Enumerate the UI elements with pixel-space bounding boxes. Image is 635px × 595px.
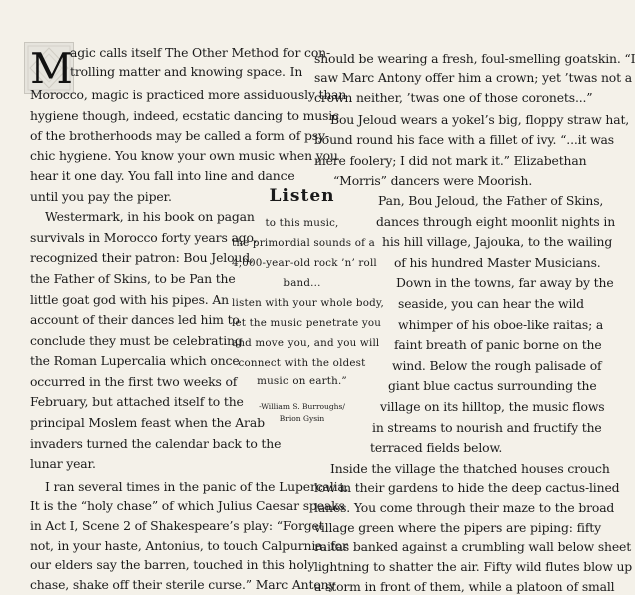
left-line: hear it one day. You fall into line and dance [30, 168, 295, 183]
pull-quote-attribution: -William S. Burroughs/ [259, 402, 345, 411]
right-line: of his hundred Master Musicians. [394, 254, 601, 270]
left-line: trolling matter and knowing space. In [70, 64, 303, 80]
right-line: village green where the pipers are piping: fifty [314, 519, 601, 535]
right-line: low in their gardens to hide the deep cactus-lined [314, 480, 620, 496]
left-line: occurred in the first two weeks of [30, 373, 238, 389]
right-line: his hill village, Jajouka, to the wailing [382, 234, 613, 250]
left-line: principal Moslem feast when the Arab [30, 415, 265, 430]
pull-quote-line: listen with your whole body, [232, 297, 385, 309]
pull-quote-line: and move you, and you will [232, 337, 380, 349]
left-line: lunar year. [30, 456, 96, 472]
left-line: our elders say the barren, touched in this holy [30, 557, 315, 573]
left-line: hygiene though, indeed, ecstatic dancing to music [30, 108, 339, 123]
right-line: crown neither, ’twas one of those coronets...” [314, 90, 593, 106]
left-line: agic calls itself The Other Method for con- [70, 44, 330, 60]
pull-quote-attribution: Brion Gysin [279, 414, 325, 423]
right-line: “Morris” dancers were Moorish. [333, 173, 533, 189]
right-line: bound round his face with a fillet of ivy. “...it was [314, 132, 614, 148]
right-line: lightning to shatter the air. Fifty wild flutes blow up [314, 559, 633, 575]
pull-quote-line: music on earth.” [257, 375, 347, 387]
right-line: village on its hilltop, the music flows [380, 398, 605, 414]
left-line: survivals in Morocco forty years ago, [30, 229, 258, 245]
left-line: recognized their patron: Bou Jeloud, [30, 250, 254, 266]
right-line: mere foolery; I did not mark it.” Elizabethan [314, 152, 587, 168]
right-line: giant blue cactus surrounding the [388, 378, 597, 394]
pull-quote-line: 4,000-year-old rock ’n’ roll [232, 257, 377, 269]
right-line: wind. Below the rough palisade of [392, 357, 602, 373]
right-line: in streams to nourish and fructify the [372, 419, 602, 435]
right-line: raitas banked against a crumbling wall below sheet [314, 539, 632, 555]
drop-cap: M [30, 44, 74, 93]
right-line: Inside the village the thatched houses crouch [330, 460, 610, 476]
left-line: It is the “holy chase” of which Julius Caesar speaks [30, 498, 345, 514]
left-line: February, but attached itself to the [30, 394, 244, 410]
right-line: dances through eight moonlit nights in [376, 213, 616, 229]
right-line: Down in the towns, far away by the [396, 275, 614, 291]
left-line: not, in your haste, Antonius, to touch Calpurnia: for [30, 537, 348, 553]
pull-quote-line: let the music penetrate you [232, 317, 382, 329]
right-line: seaside, you can hear the wild [398, 296, 584, 311]
right-line: faint breath of panic borne on the [394, 337, 602, 353]
pull-quote-line: band... [283, 277, 321, 289]
left-line: invaders turned the calendar back to the [30, 435, 282, 451]
right-line: lanes. You come through their maze to the broad [314, 500, 615, 515]
left-line: of the brotherhoods may be called a form of psy- [30, 127, 329, 143]
left-line: Morocco, magic is practiced more assiduously than [30, 87, 347, 103]
pull-quote-line: the primordial sounds of a [232, 237, 375, 249]
left-line: chic hygiene. You know your own music when you [30, 148, 338, 164]
left-line: account of their dances led him to [30, 312, 240, 328]
left-line: the Father of Skins, to be Pan the [30, 270, 236, 286]
pull-quote-line: to this music, [265, 217, 339, 229]
pull-quote-line: connect with the oldest [238, 357, 366, 369]
right-line: terraced fields below. [370, 440, 503, 456]
left-line: I ran several times in the panic of the Lupercalia. [45, 478, 349, 494]
left-line: in Act I, Scene 2 of Shakespeare’s play: “Forget [30, 517, 324, 533]
left-line: until you pay the piper. [30, 188, 172, 204]
left-line: conclude they must be celebrating [30, 332, 243, 348]
right-line: saw Marc Antony offer him a crown; yet ’twas not a [314, 70, 632, 86]
right-line: whimper of his oboe-like raitas; a [398, 316, 604, 332]
left-line: chase, shake off their sterile curse.” Marc Antony [30, 577, 336, 592]
left-line: the Roman Lupercalia which once [30, 353, 240, 369]
right-line: Pan, Bou Jeloud, the Father of Skins, [378, 193, 604, 208]
right-line: should be wearing a fresh, foul-smelling goatskin. “I [314, 50, 635, 66]
left-line: little goat god with his pipes. An [30, 291, 230, 307]
right-line: Bou Jeloud wears a yokel’s big, floppy straw hat, [330, 111, 630, 127]
pull-quote-title: Listen [269, 186, 335, 206]
right-line: a storm in front of them, while a platoon of small [314, 578, 615, 594]
left-line: Westermark, in his book on pagan [45, 209, 255, 225]
